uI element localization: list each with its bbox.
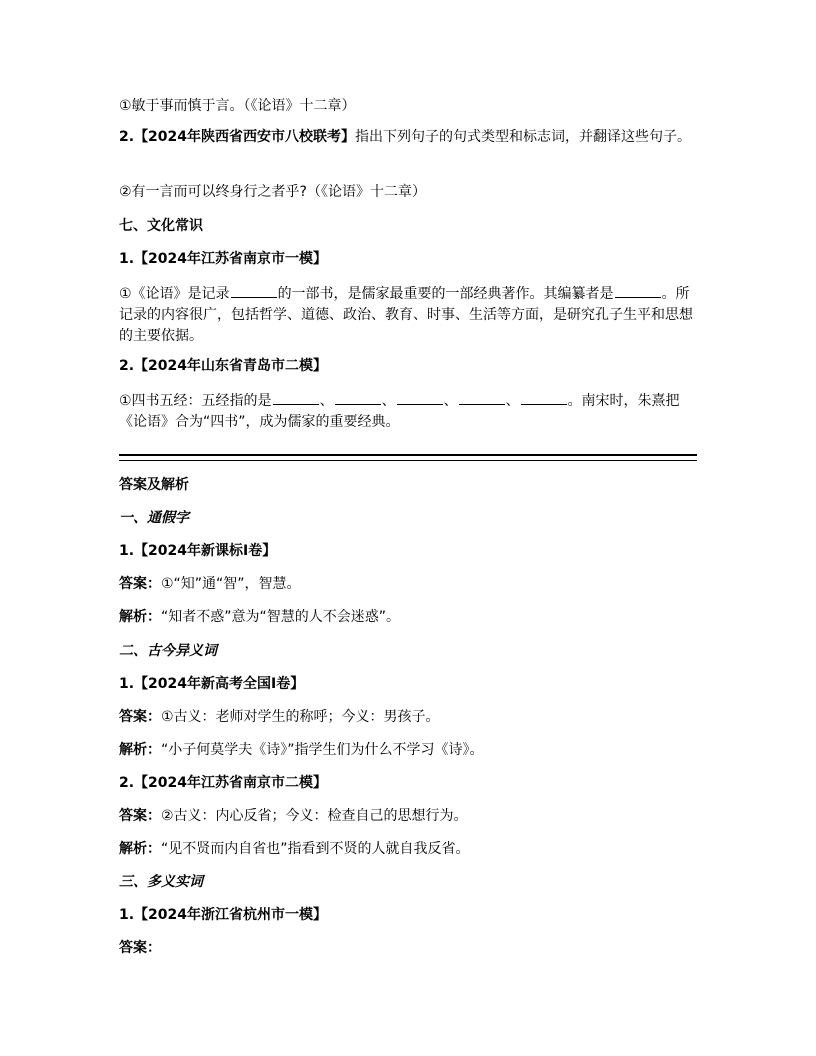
question-source: 【2024年陕西省西安市八校联考】 <box>134 129 356 145</box>
question-heading: 1.【2024年新高考全国Ⅰ卷】 <box>119 676 305 692</box>
fill-blank <box>615 283 661 298</box>
question-prompt: 指出下列句子的句式类型和标志词，并翻译这些句子。 <box>355 129 692 145</box>
answer-line <box>119 574 697 595</box>
explanation-label: 解析： <box>119 609 161 625</box>
answer-line <box>119 938 697 959</box>
answer-label: 答案： <box>119 709 161 725</box>
fill-blank <box>231 283 277 298</box>
answer-text: ①“知”通“智”，智慧。 <box>161 576 301 592</box>
answers-title: 答案及解析 <box>119 477 189 493</box>
section-title: 一、通假字 <box>119 510 189 526</box>
fill-blank <box>397 390 443 405</box>
explanation-text: “知者不惑”意为“智慧的人不会迷惑”。 <box>161 609 401 625</box>
question-item: ①《论语》是记录 的一部书，是儒家最重要的一部经典著作。其编纂者是 。所记录的内容很广，包括哲学、道德、政治、教育、时事、生活等方面，是研究孔子生平和思想的主要依据。 <box>119 283 697 347</box>
question-heading <box>119 127 697 148</box>
answer-label: 答案： <box>119 940 161 956</box>
question-item: ①敏于事而慎于言。（《论语》十二章） <box>119 98 356 114</box>
section-title: 三、多义实词 <box>119 874 203 890</box>
section-title: 七、文化常识 <box>119 218 203 234</box>
explanation-text: “见不贤而内自省也”指看到不贤的人就自我反省。 <box>161 841 470 857</box>
fill-blank <box>521 390 567 405</box>
question-heading: 1.【2024年浙江省杭州市一模】 <box>119 907 328 923</box>
question-heading: 2.【2024年山东省青岛市二模】 <box>119 358 328 374</box>
question-heading: 1.【2024年新课标Ⅰ卷】 <box>119 543 277 559</box>
explanation-label: 解析： <box>119 742 161 758</box>
question-heading: 2.【2024年江苏省南京市二模】 <box>119 775 328 791</box>
fill-blank <box>459 390 505 405</box>
answer-line <box>119 707 697 728</box>
section-divider <box>119 454 697 461</box>
question-number: 2. <box>119 129 135 145</box>
section-title: 二、古今异义词 <box>119 643 217 659</box>
document-page <box>119 0 697 1056</box>
answer-label: 答案： <box>119 808 161 824</box>
fill-blank <box>335 390 381 405</box>
answer-label: 答案： <box>119 576 161 592</box>
question-heading: 1.【2024年江苏省南京市一模】 <box>119 251 328 267</box>
fill-blank <box>273 390 319 405</box>
explanation-line <box>119 740 697 761</box>
explanation-line <box>119 607 697 628</box>
answer-text: ①古义：老师对学生的称呼；今义：男孩子。 <box>161 709 440 725</box>
answer-line <box>119 806 697 827</box>
answer-text: ②古义：内心反省；今义：检查自己的思想行为。 <box>161 808 468 824</box>
question-item: ②有一言而可以终身行之者乎?（《论语》十二章） <box>119 184 426 200</box>
explanation-line <box>119 839 697 860</box>
explanation-text: “小子何莫学夫《诗》”指学生们为什么不学习《诗》。 <box>161 742 484 758</box>
explanation-label: 解析： <box>119 841 161 857</box>
question-item: ①四书五经：五经指的是 、 、 、 、 。南宋时，朱熹把《论语》合为“四书”，成为儒家的重要经典。 <box>119 390 697 433</box>
